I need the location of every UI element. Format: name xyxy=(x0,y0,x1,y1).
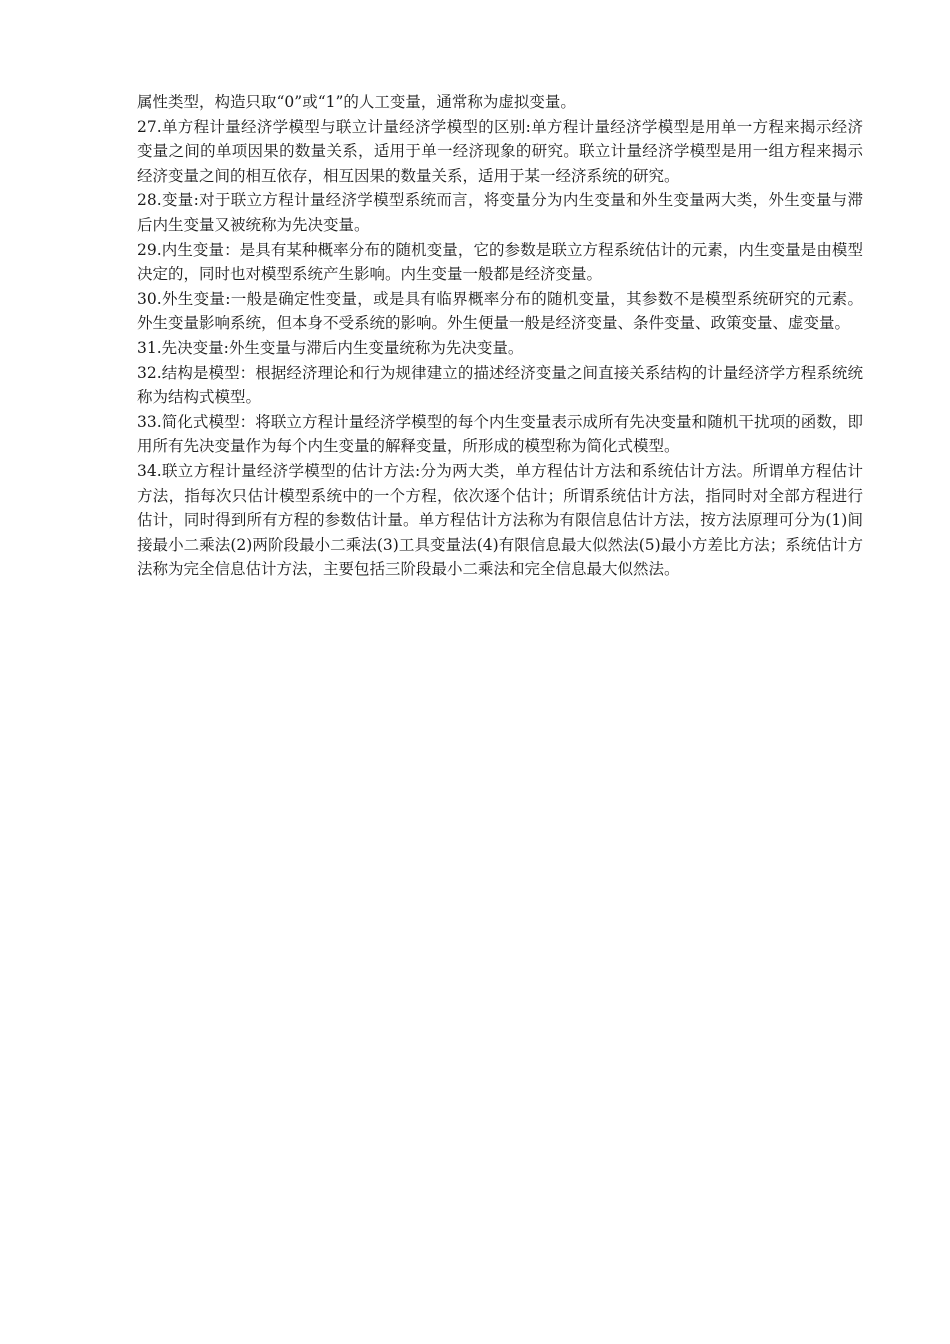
paragraph-28-variables: 28.变量:对于联立方程计量经济学模型系统而言，将变量分为内生变量和外生变量两大类，外生变量与滞后内生变量又被统称为先决变量。 xyxy=(137,191,863,234)
paragraph-27-model-difference: 27.单方程计量经济学模型与联立计量经济学模型的区别:单方程计量经济学模型是用单一方程来揭示经济变量之间的单项因果的数量关系，适用于单一经济现象的研究。联立计量经济学模型是用一组方程来揭示经济变量之间的相互依存，相互因果的数量关系，适用于某一经济系统的研究。 xyxy=(137,117,863,185)
paragraph-31-predetermined: 31.先决变量:外生变量与滞后内生变量统称为先决变量。 xyxy=(137,338,524,357)
paragraph-34-estimation-methods: 34.联立方程计量经济学模型的估计方法:分为两大类，单方程估计方法和系统估计方法。所谓单方程估计方法，指每次只估计模型系统中的一个方程，依次逐个估计；所谓系统估计方法，指同时对全部方程进行估计，同时得到所有方程的参数估计量。单方程估计方法称为有限信息估计方法，按方法原理可分为(1)间接最小二乘法(2)两阶段最小二乘法(3)工具变量法(4)有限信息最大似然法(5)最小方差比方法；系统估计方法称为完全信息估计方法，主要包括三阶段最小二乘法和完全信息最大似然法。 xyxy=(137,461,863,579)
paragraph-30-exogenous: 30.外生变量:一般是确定性变量，或是具有临界概率分布的随机变量，其参数不是模型系统研究的元素。外生变量影响系统，但本身不受系统的影响。外生便量一般是经济变量、条件变量、政策变量、虚变量。 xyxy=(137,289,863,333)
paragraph-33-reduced-form: 33.简化式模型：将联立方程计量经济学模型的每个内生变量表示成所有先决变量和随机干扰项的函数，即用所有先决变量作为每个内生变量的解释变量，所形成的模型称为简化式模型。 xyxy=(137,412,863,456)
paragraph-32-structural-model: 32.结构是模型：根据经济理论和行为规律建立的描述经济变量之间直接关系结构的计量经济学方程系统统称为结构式模型。 xyxy=(137,363,863,407)
paragraph-29-endogenous: 29.内生变量：是具有某种概率分布的随机变量，它的参数是联立方程系统估计的元素，内生变量是由模型决定的，同时也对模型系统产生影响。内生变量一般都是经济变量。 xyxy=(137,240,863,284)
paragraph-virtual-variable: 属性类型，构造只取“0”或“1”的人工变量，通常称为虚拟变量。 xyxy=(137,93,576,111)
document-body xyxy=(137,90,863,582)
